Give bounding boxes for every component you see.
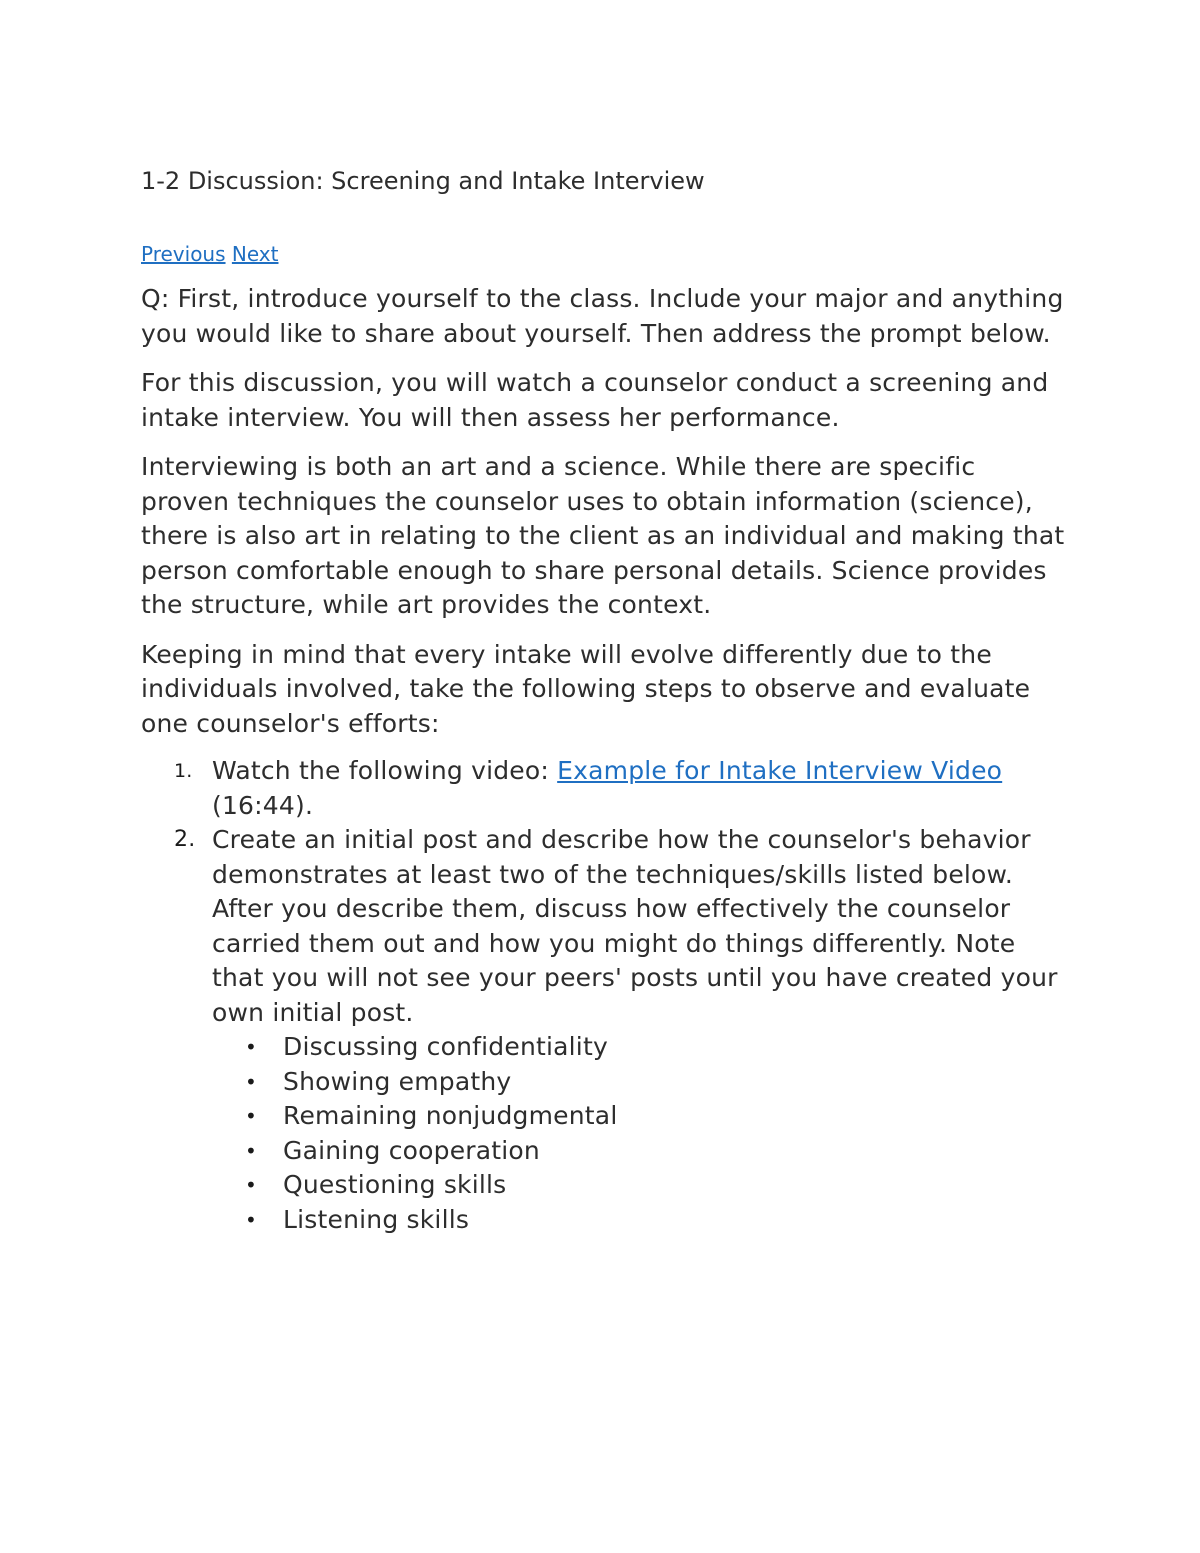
bullet: • — [245, 1138, 257, 1163]
bullet: • — [245, 1207, 257, 1232]
intro-question: Q: First, introduce yourself to the class. Include your major and anything you would like to share about yourself. Then address the prompt below. — [141, 284, 1064, 348]
page-title: 1-2 Discussion: Screening and Intake Interview — [141, 167, 705, 195]
video-duration: (16:44). — [212, 790, 314, 820]
list-item — [245, 1099, 1071, 1134]
bullet: • — [245, 1069, 257, 1094]
skill-label: Discussing confidentiality — [283, 1032, 608, 1061]
list-item — [245, 1168, 1071, 1203]
list-item — [245, 1203, 1071, 1238]
skill-label: Gaining cooperation — [283, 1135, 540, 1165]
bullet: • — [245, 1104, 257, 1128]
skill-label: Showing empathy — [283, 1066, 512, 1096]
bullet: • — [245, 1035, 257, 1059]
pagination-nav — [141, 240, 1071, 268]
next-link[interactable]: Next — [231, 242, 279, 266]
document-page — [141, 162, 1071, 1237]
art-science-paragraph: Interviewing is both an art and a science. While there are specific proven techniques the counselor uses to obtain information (science), there is also art in relating to the client as an individual and making that person comfortable enough to share personal details. Science provides the structure, while art provides the context. — [141, 452, 1065, 619]
skill-label: Listening skills — [283, 1204, 470, 1234]
steps-intro: Keeping in mind that every intake will evolve differently due to the individuals involved, take the following steps to observe and evaluate one counselor's efforts: — [141, 639, 1031, 738]
step-number: 2. — [174, 827, 196, 852]
list-item — [245, 1134, 1071, 1169]
intake-interview-video-link[interactable]: Example for Intake Interview Video — [557, 756, 1003, 785]
list-item — [245, 1065, 1071, 1100]
steps-list — [141, 754, 1071, 1237]
skill-label: Remaining nonjudgmental — [283, 1101, 618, 1130]
discussion-overview: For this discussion, you will watch a counselor conduct a screening and intake interview. You will then assess her performance. — [141, 368, 1049, 432]
step-number: 1. — [174, 760, 193, 782]
step-watch-video — [174, 754, 1071, 823]
step-text: Watch the following video: — [212, 756, 558, 785]
step-create-post — [174, 823, 1071, 1237]
list-item — [245, 1030, 1071, 1065]
skills-list — [212, 1030, 1071, 1237]
bullet: • — [245, 1173, 257, 1197]
step-text: Create an initial post and describe how the counselor's behavior demonstrates at least two of the techniques/skills listed below. After you describe them, discuss how effectively the counselor carried them out and how you might do things differently. Note that you will not see your peers' posts until you have created your own initial post. — [212, 825, 1058, 1027]
previous-link[interactable]: Previous — [141, 242, 226, 266]
skill-label: Questioning skills — [283, 1170, 507, 1199]
